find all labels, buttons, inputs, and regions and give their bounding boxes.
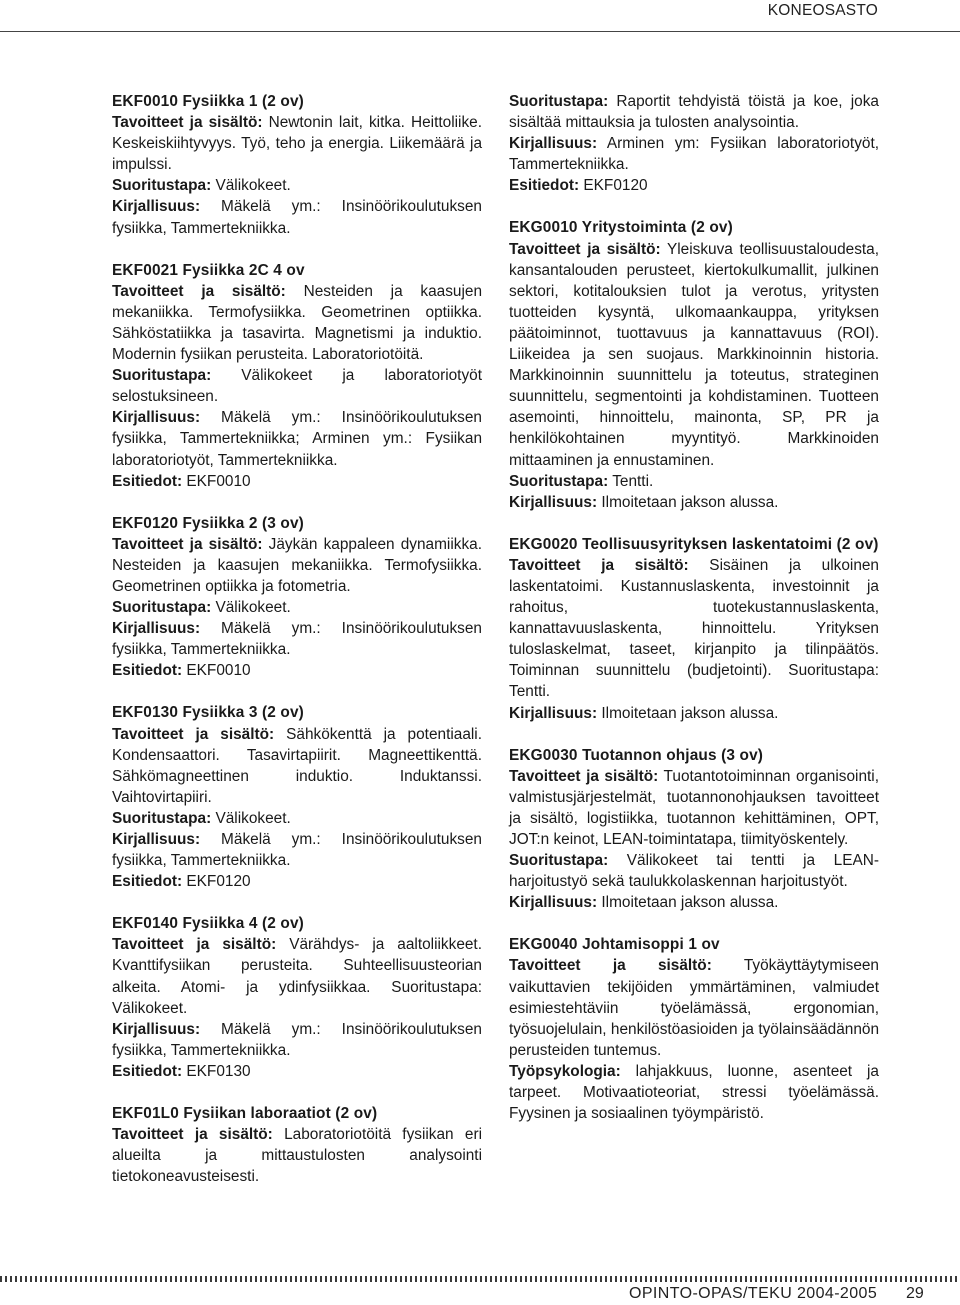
- field-text: EKF0120: [182, 873, 251, 891]
- field-text: Sisäinen ja ulkoinen laskentatoimi. Kustannuslaskenta, investoinnit ja rahoitus, tuotekustannuslaskenta, kannattavuuslaskenta, hinnoittelu. Yrityksen tuloslaskelmat, taseet, kirjanpito ja tilinpäätös. Toiminnan suunnittelu (budjetointi). Suoritustapa: Tentti.: [509, 556, 879, 701]
- field-text: Tuotantotoiminnan organisointi, valmistusjärjestelmät, tuotannonohjauksen tavoitteet ja sisältö, logistiikka, tuotannon kehittäminen, OPT, JOT:n keinot, LEAN-toimintatapa, tiimityöskentely.: [509, 767, 879, 848]
- field-label: Tavoitteet ja sisältö:: [509, 767, 659, 785]
- course-field: [112, 112, 482, 175]
- field-text: Välikokeet ja laboratoriotyöt selostuksineen.: [112, 367, 482, 406]
- field-label: Kirjallisuus:: [509, 704, 598, 722]
- course-field: [112, 724, 482, 808]
- course-field: [112, 471, 482, 492]
- course-field: [112, 808, 482, 829]
- course-field: [509, 850, 879, 892]
- course-title: EKF0130 Fysiikka 3 (2 ov): [112, 704, 304, 722]
- right-column: [509, 91, 879, 1145]
- field-label: Suoritustapa:: [509, 472, 609, 490]
- course-field: [509, 555, 879, 703]
- course-section: [112, 702, 482, 892]
- course-field: [112, 196, 482, 238]
- field-text: Mäkelä ym.: Insinöörikoulutuksen fysiikka, Tammertekniikka; Arminen ym.: Fysiikan laboratoriotyöt, Tammertekniikka.: [112, 409, 482, 469]
- field-text: Newtonin lait, kitka. Heittoliike. Keskeiskiihtyvyys. Työ, teho ja energia. Liikemäärä ja impulssi.: [112, 114, 482, 174]
- course-section: [112, 913, 482, 1082]
- course-title: EKG0020 Teollisuusyrityksen laskentatoimi (2 ov): [509, 535, 879, 553]
- field-label: Kirjallisuus:: [112, 409, 201, 427]
- course-title: EKF01L0 Fysiikan laboraatiot (2 ov): [112, 1105, 378, 1123]
- field-label: Kirjallisuus:: [112, 1020, 201, 1038]
- field-label: Tavoitteet ja sisältö:: [112, 725, 275, 743]
- course-section: [509, 934, 879, 1124]
- course-field: [112, 534, 482, 597]
- field-text: Välikokeet.: [211, 599, 291, 617]
- field-label: Tavoitteet ja sisältö:: [112, 1126, 273, 1144]
- field-label: Kirjallisuus:: [112, 620, 201, 638]
- field-text: Ilmoitetaan jakson alussa.: [597, 704, 779, 722]
- field-text: Arminen ym: Fysiikan laboratoriotyöt, Tammertekniikka.: [509, 135, 879, 174]
- course-section: [509, 217, 879, 512]
- field-text: Ilmoitetaan jakson alussa.: [597, 894, 779, 912]
- course-section: [112, 91, 482, 239]
- course-field: [509, 1061, 879, 1124]
- footer-rule: [0, 1276, 960, 1282]
- course-title: EKF0010 Fysiikka 1 (2 ov): [112, 93, 304, 110]
- header-section-label: KONEOSASTO: [767, 2, 878, 19]
- field-label: Tavoitteet ja sisältö:: [509, 556, 689, 574]
- course-title: EKG0030 Tuotannon ohjaus (3 ov): [509, 746, 764, 764]
- field-text: Värähdys- ja aaltoliikkeet. Kvanttifysiikan perusteita. Suhteellisuusteorian alkeita. Atomi- ja ydinfysiikkaa. Suoritustapa: Välikokeet.: [112, 936, 482, 1017]
- course-field: [112, 281, 482, 365]
- course-title: EKF0120 Fysiikka 2 (3 ov): [112, 514, 304, 532]
- course-field: [509, 766, 879, 850]
- field-label: Esitiedot:: [112, 873, 183, 891]
- header-rule: [0, 31, 960, 32]
- course-field: [112, 1124, 482, 1187]
- field-label: Tavoitteet ja sisältö:: [112, 535, 263, 553]
- course-field: [112, 829, 482, 871]
- field-label: Esitiedot:: [509, 177, 580, 195]
- course-field: [112, 934, 482, 1018]
- field-label: Kirjallisuus:: [112, 198, 201, 216]
- course-field: [112, 871, 482, 892]
- field-label: Tavoitteet ja sisältö:: [112, 114, 263, 132]
- field-text: EKF0010: [182, 662, 251, 680]
- field-label: Suoritustapa:: [509, 93, 609, 110]
- field-label: Esitiedot:: [112, 472, 183, 490]
- course-field: [509, 175, 879, 196]
- field-text: Mäkelä ym.: Insinöörikoulutuksen fysiikka, Tammertekniikka.: [112, 198, 482, 237]
- field-label: Suoritustapa:: [112, 177, 212, 195]
- course-field: [112, 407, 482, 470]
- course-field: [509, 492, 879, 513]
- field-text: Mäkelä ym.: Insinöörikoulutuksen fysiikka, Tammertekniikka.: [112, 831, 482, 870]
- field-label: Suoritustapa:: [112, 367, 212, 385]
- course-title: EKG0010 Yritystoiminta (2 ov): [509, 219, 733, 237]
- field-text: Välikokeet tai tentti ja LEAN-harjoitustyö sekä taulukkolaskennan harjoitustyöt.: [509, 852, 879, 891]
- course-field: [509, 703, 879, 724]
- field-text: lahjakkuus, luonne, asenteet ja tarpeet. Motivaatioteoriat, stressi työelämässä. Fyysinen ja sosiaalinen työympäristö.: [509, 1062, 879, 1123]
- field-label: Suoritustapa:: [509, 852, 609, 870]
- field-text: Välikokeet.: [211, 809, 291, 827]
- course-field: [509, 471, 879, 492]
- field-label: Esitiedot:: [112, 662, 183, 680]
- field-text: Raportit tehdyistä töistä ja koe, joka sisältää mittauksia ja tulosten analysointia.: [509, 93, 879, 132]
- course-section: [112, 513, 482, 682]
- course-title: EKF0021 Fysiikka 2C 4 ov: [112, 261, 305, 279]
- left-column: [112, 91, 482, 1208]
- course-title: EKG0040 Johtamisoppi 1 ov: [509, 936, 720, 954]
- course-field: [112, 597, 482, 618]
- field-label: Kirjallisuus:: [509, 493, 598, 511]
- course-field: [509, 892, 879, 913]
- course-field: [112, 365, 482, 407]
- course-section: [509, 91, 879, 196]
- field-text: EKF0130: [182, 1062, 251, 1080]
- field-text: Ilmoitetaan jakson alussa.: [597, 493, 779, 511]
- field-label: Kirjallisuus:: [509, 894, 598, 912]
- course-section: [509, 745, 879, 914]
- field-text: Työkäyttäytymiseen vaikuttavien tekijöiden ymmärtäminen, valmiudet esimiestehtäviin työelämässä, ergonomian, työsuojelulain, henkilöstöasioiden ja työlainsäädännön perusteiden tuntemus.: [509, 957, 879, 1059]
- field-label: Esitiedot:: [112, 1062, 183, 1080]
- field-text: EKF0010: [182, 472, 251, 490]
- field-text: Välikokeet.: [211, 177, 291, 195]
- field-label: Suoritustapa:: [112, 599, 212, 617]
- course-field: [509, 133, 879, 175]
- field-text: Mäkelä ym.: Insinöörikoulutuksen fysiikka, Tammertekniikka.: [112, 1020, 482, 1059]
- field-text: Tentti.: [608, 472, 654, 490]
- field-label: Suoritustapa:: [112, 809, 212, 827]
- field-label: Työpsykologia:: [509, 1062, 621, 1080]
- field-text: Jäykän kappaleen dynamiikka. Nesteiden ja kaasujen mekaniikka. Termofysiikka. Geometrinen optiikka ja fotometria.: [112, 535, 482, 595]
- course-field: [112, 1061, 482, 1082]
- course-field: [112, 175, 482, 196]
- course-field: [112, 660, 482, 681]
- field-label: Tavoitteet ja sisältö:: [112, 282, 286, 300]
- field-text: Nesteiden ja kaasujen mekaniikka. Termofysiikka. Geometrinen optiikka. Sähköstatiikka ja tasavirta. Magnetismi ja induktio. Modernin fysiikan perusteita. Laboratoriotöitä.: [112, 282, 483, 364]
- field-text: Yleiskuva teollisuustaloudesta, kansantalouden perusteet, kiertokulkumallit, julkinen sektori, kotitalouksien tulot ja verotus, yritysten tuotteiden kysyntä, ulkomaankauppa, yrityksen päätoiminnot, tuottavuus ja kannattavuus (ROI). Liikeidea ja sen suojaus. Markkinoinnin historia. Markkinoinnin suunnittelu ja toteutus, strateginen suunnittelu, segmentointi ja kohdistaminen. Tuotteen asemointi, hinnoittelu, mainonta, SP, PR ja henkilökohtainen myyntityö. Markkinoiden mittaaminen ja ennustaminen.: [509, 240, 879, 469]
- course-section: [112, 1103, 482, 1187]
- course-field: [112, 618, 482, 660]
- field-label: Tavoitteet ja sisältö:: [509, 957, 712, 975]
- field-label: Kirjallisuus:: [112, 831, 201, 848]
- course-section: [509, 534, 879, 724]
- course-field: [509, 239, 879, 471]
- page-number: 29: [906, 1285, 924, 1302]
- field-label: Kirjallisuus:: [509, 135, 598, 153]
- course-field: [509, 955, 879, 1060]
- course-title: EKF0140 Fysiikka 4 (2 ov): [112, 915, 304, 933]
- field-text: Laboratoriotöitä fysiikan eri alueilta ja mittaustulosten analysointi tietokoneavusteisesti.: [112, 1126, 482, 1186]
- field-text: Mäkelä ym.: Insinöörikoulutuksen fysiikka, Tammertekniikka.: [112, 620, 482, 659]
- footer-publication-label: OPINTO-OPAS/TEKU 2004-2005: [629, 1285, 878, 1302]
- course-section: [112, 260, 482, 492]
- field-label: Tavoitteet ja sisältö:: [509, 240, 661, 258]
- course-field: [112, 1019, 482, 1061]
- field-text: Sähkökenttä ja potentiaali. Kondensaattori. Tasavirtapiirit. Magneettikenttä. Sähkömagneettinen induktio. Induktanssi. Vaihtovirtapiiri.: [112, 725, 482, 806]
- field-label: Tavoitteet ja sisältö:: [112, 936, 277, 954]
- field-text: EKF0120: [579, 177, 648, 195]
- course-field: [509, 91, 879, 133]
